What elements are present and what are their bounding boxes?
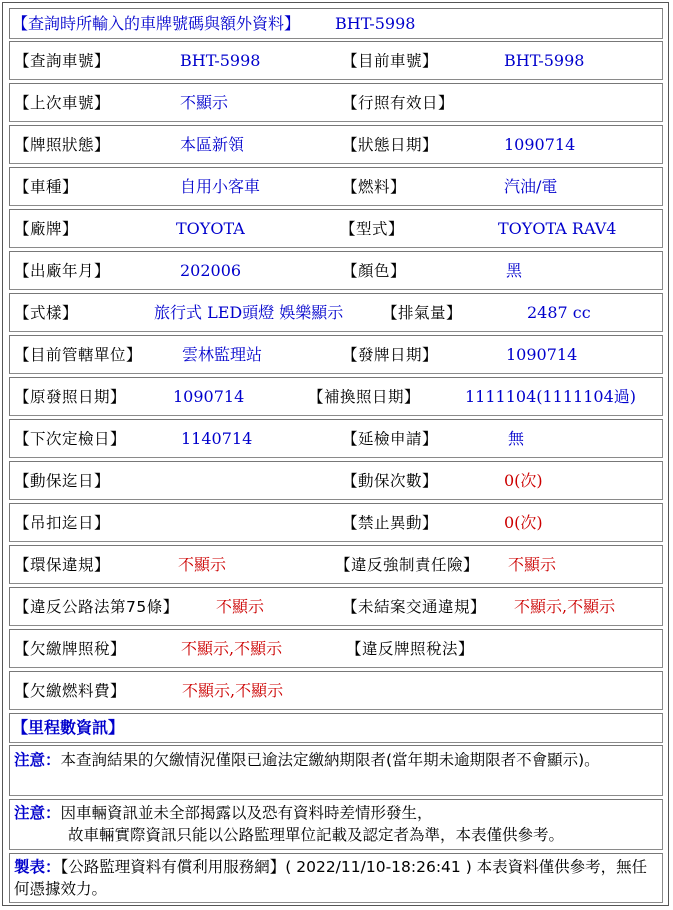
row-env-violation: [9, 545, 663, 584]
label-displacement: 【排氣量】: [382, 304, 463, 322]
maker-note: [9, 853, 663, 903]
report-frame: [2, 2, 669, 906]
value-status-date: 1090714: [504, 135, 576, 154]
label-previous-plate: 【上次車號】: [14, 94, 111, 112]
value-brand: TOYOTA: [176, 219, 245, 238]
row-chattel-end: [9, 461, 663, 500]
row-highway-law: [9, 587, 663, 626]
mileage-header: 【里程數資訊】: [12, 718, 125, 737]
value-model: TOYOTA RAV4: [498, 219, 617, 238]
notice-2-line1: 因車輛資訊並未全部揭露以及恐有資料時差情形發生，: [60, 804, 433, 822]
value-env-violation: 不顯示: [178, 555, 227, 574]
label-open-traffic-violation: 【未結案交通違規】: [342, 598, 487, 616]
value-vehicle-type: 自用小客車: [180, 177, 261, 196]
notice-2: [9, 799, 663, 850]
notice-1-text: 本查詢結果的欠繳情況僅限已逾法定繳納期限者(當年期未逾期限者不會顯示)。: [60, 751, 600, 769]
value-current-plate: BHT-5998: [504, 51, 585, 70]
row-query-plate: [9, 41, 663, 80]
notice-1: [9, 745, 663, 796]
value-chattel-count: 0(次): [504, 471, 543, 490]
label-transfer-prohibited: 【禁止異動】: [342, 514, 439, 532]
label-vehicle-type: 【車種】: [14, 178, 79, 196]
value-unpaid-fuel-fee: 不顯示,不顯示: [182, 681, 284, 700]
label-original-issue-date: 【原發照日期】: [14, 388, 127, 406]
label-chattel-count: 【動保次數】: [342, 472, 439, 490]
label-jurisdiction: 【目前管轄單位】: [14, 346, 143, 364]
maker-text: 【公路監理資料有償利用服務網】( 2022/11/10-18:26:41 ) 本表資料僅供參考，無任何憑據效力。: [14, 858, 648, 898]
label-status-date: 【狀態日期】: [342, 136, 439, 154]
label-issue-date: 【發牌日期】: [342, 346, 439, 364]
value-previous-plate: 不顯示: [180, 93, 229, 112]
value-open-traffic-violation: 不顯示,不顯示: [514, 597, 616, 616]
label-highway-law: 【違反公路法第75條】: [14, 598, 179, 616]
mileage-header-row: [9, 713, 663, 743]
title-row: [9, 8, 663, 39]
notice-2-line2: 故車輛實際資訊只能以公路監理單位記載及認定者為準，本表僅供參考。: [68, 826, 565, 844]
row-jurisdiction: [9, 335, 663, 374]
row-unpaid-license-tax: [9, 629, 663, 668]
notice-2-label: 注意：: [14, 804, 61, 822]
label-reissue-date: 【補換照日期】: [308, 388, 421, 406]
label-plate-status: 【牌照狀態】: [14, 136, 111, 154]
row-plate-status: [9, 125, 663, 164]
label-style: 【式樣】: [14, 304, 79, 322]
label-inspection-extension: 【延檢申請】: [342, 430, 439, 448]
value-manufacture-date: 202006: [180, 261, 242, 280]
value-color: 黑: [506, 261, 523, 280]
row-next-inspection: [9, 419, 663, 458]
row-suspension-end: [9, 503, 663, 542]
label-license-valid-date: 【行照有效日】: [342, 94, 455, 112]
title-label: 【查詢時所輸入的車牌號碼與額外資料】: [12, 14, 301, 33]
value-reissue-date: 1111104(1111104過): [465, 387, 637, 406]
label-current-plate: 【目前車號】: [342, 52, 439, 70]
value-unpaid-license-tax: 不顯示,不顯示: [181, 639, 283, 658]
label-license-tax-violation: 【違反牌照稅法】: [346, 640, 475, 658]
label-unpaid-fuel-fee: 【欠繳燃料費】: [14, 682, 127, 700]
label-query-plate: 【查詢車號】: [14, 52, 111, 70]
label-model: 【型式】: [340, 220, 405, 238]
label-chattel-end: 【動保迄日】: [14, 472, 111, 490]
value-issue-date: 1090714: [506, 345, 578, 364]
value-transfer-prohibited: 0(次): [504, 513, 543, 532]
value-query-plate: BHT-5998: [180, 51, 261, 70]
label-next-inspection: 【下次定檢日】: [14, 430, 127, 448]
value-jurisdiction: 雲林監理站: [182, 345, 263, 364]
maker-label: 製表：: [14, 858, 61, 876]
value-fuel: 汽油/電: [504, 177, 558, 196]
value-highway-law: 不顯示: [216, 597, 265, 616]
notice-1-label: 注意：: [14, 751, 61, 769]
value-displacement: 2487 cc: [527, 303, 591, 322]
row-previous-plate: [9, 83, 663, 122]
row-unpaid-fuel-fee: [9, 671, 663, 710]
label-fuel: 【燃料】: [342, 178, 407, 196]
row-brand: [9, 209, 663, 248]
label-suspension-end: 【吊扣迄日】: [14, 514, 111, 532]
row-style: [9, 293, 663, 332]
title-plate: BHT-5998: [335, 14, 416, 33]
label-insurance-violation: 【違反強制責任險】: [335, 556, 480, 574]
value-next-inspection: 1140714: [181, 429, 253, 448]
label-unpaid-license-tax: 【欠繳牌照稅】: [14, 640, 127, 658]
label-manufacture-date: 【出廠年月】: [14, 262, 111, 280]
value-original-issue-date: 1090714: [173, 387, 245, 406]
value-plate-status: 本區新領: [180, 135, 245, 154]
value-style: 旅行式 LED頭燈 娛樂顯示: [154, 303, 344, 322]
row-original-issue-date: [9, 377, 663, 416]
row-manufacture-date: [9, 251, 663, 290]
value-inspection-extension: 無: [508, 429, 525, 448]
row-vehicle-type: [9, 167, 663, 206]
value-insurance-violation: 不顯示: [508, 555, 557, 574]
label-color: 【顏色】: [342, 262, 407, 280]
label-brand: 【廠牌】: [14, 220, 79, 238]
label-env-violation: 【環保違規】: [14, 556, 111, 574]
